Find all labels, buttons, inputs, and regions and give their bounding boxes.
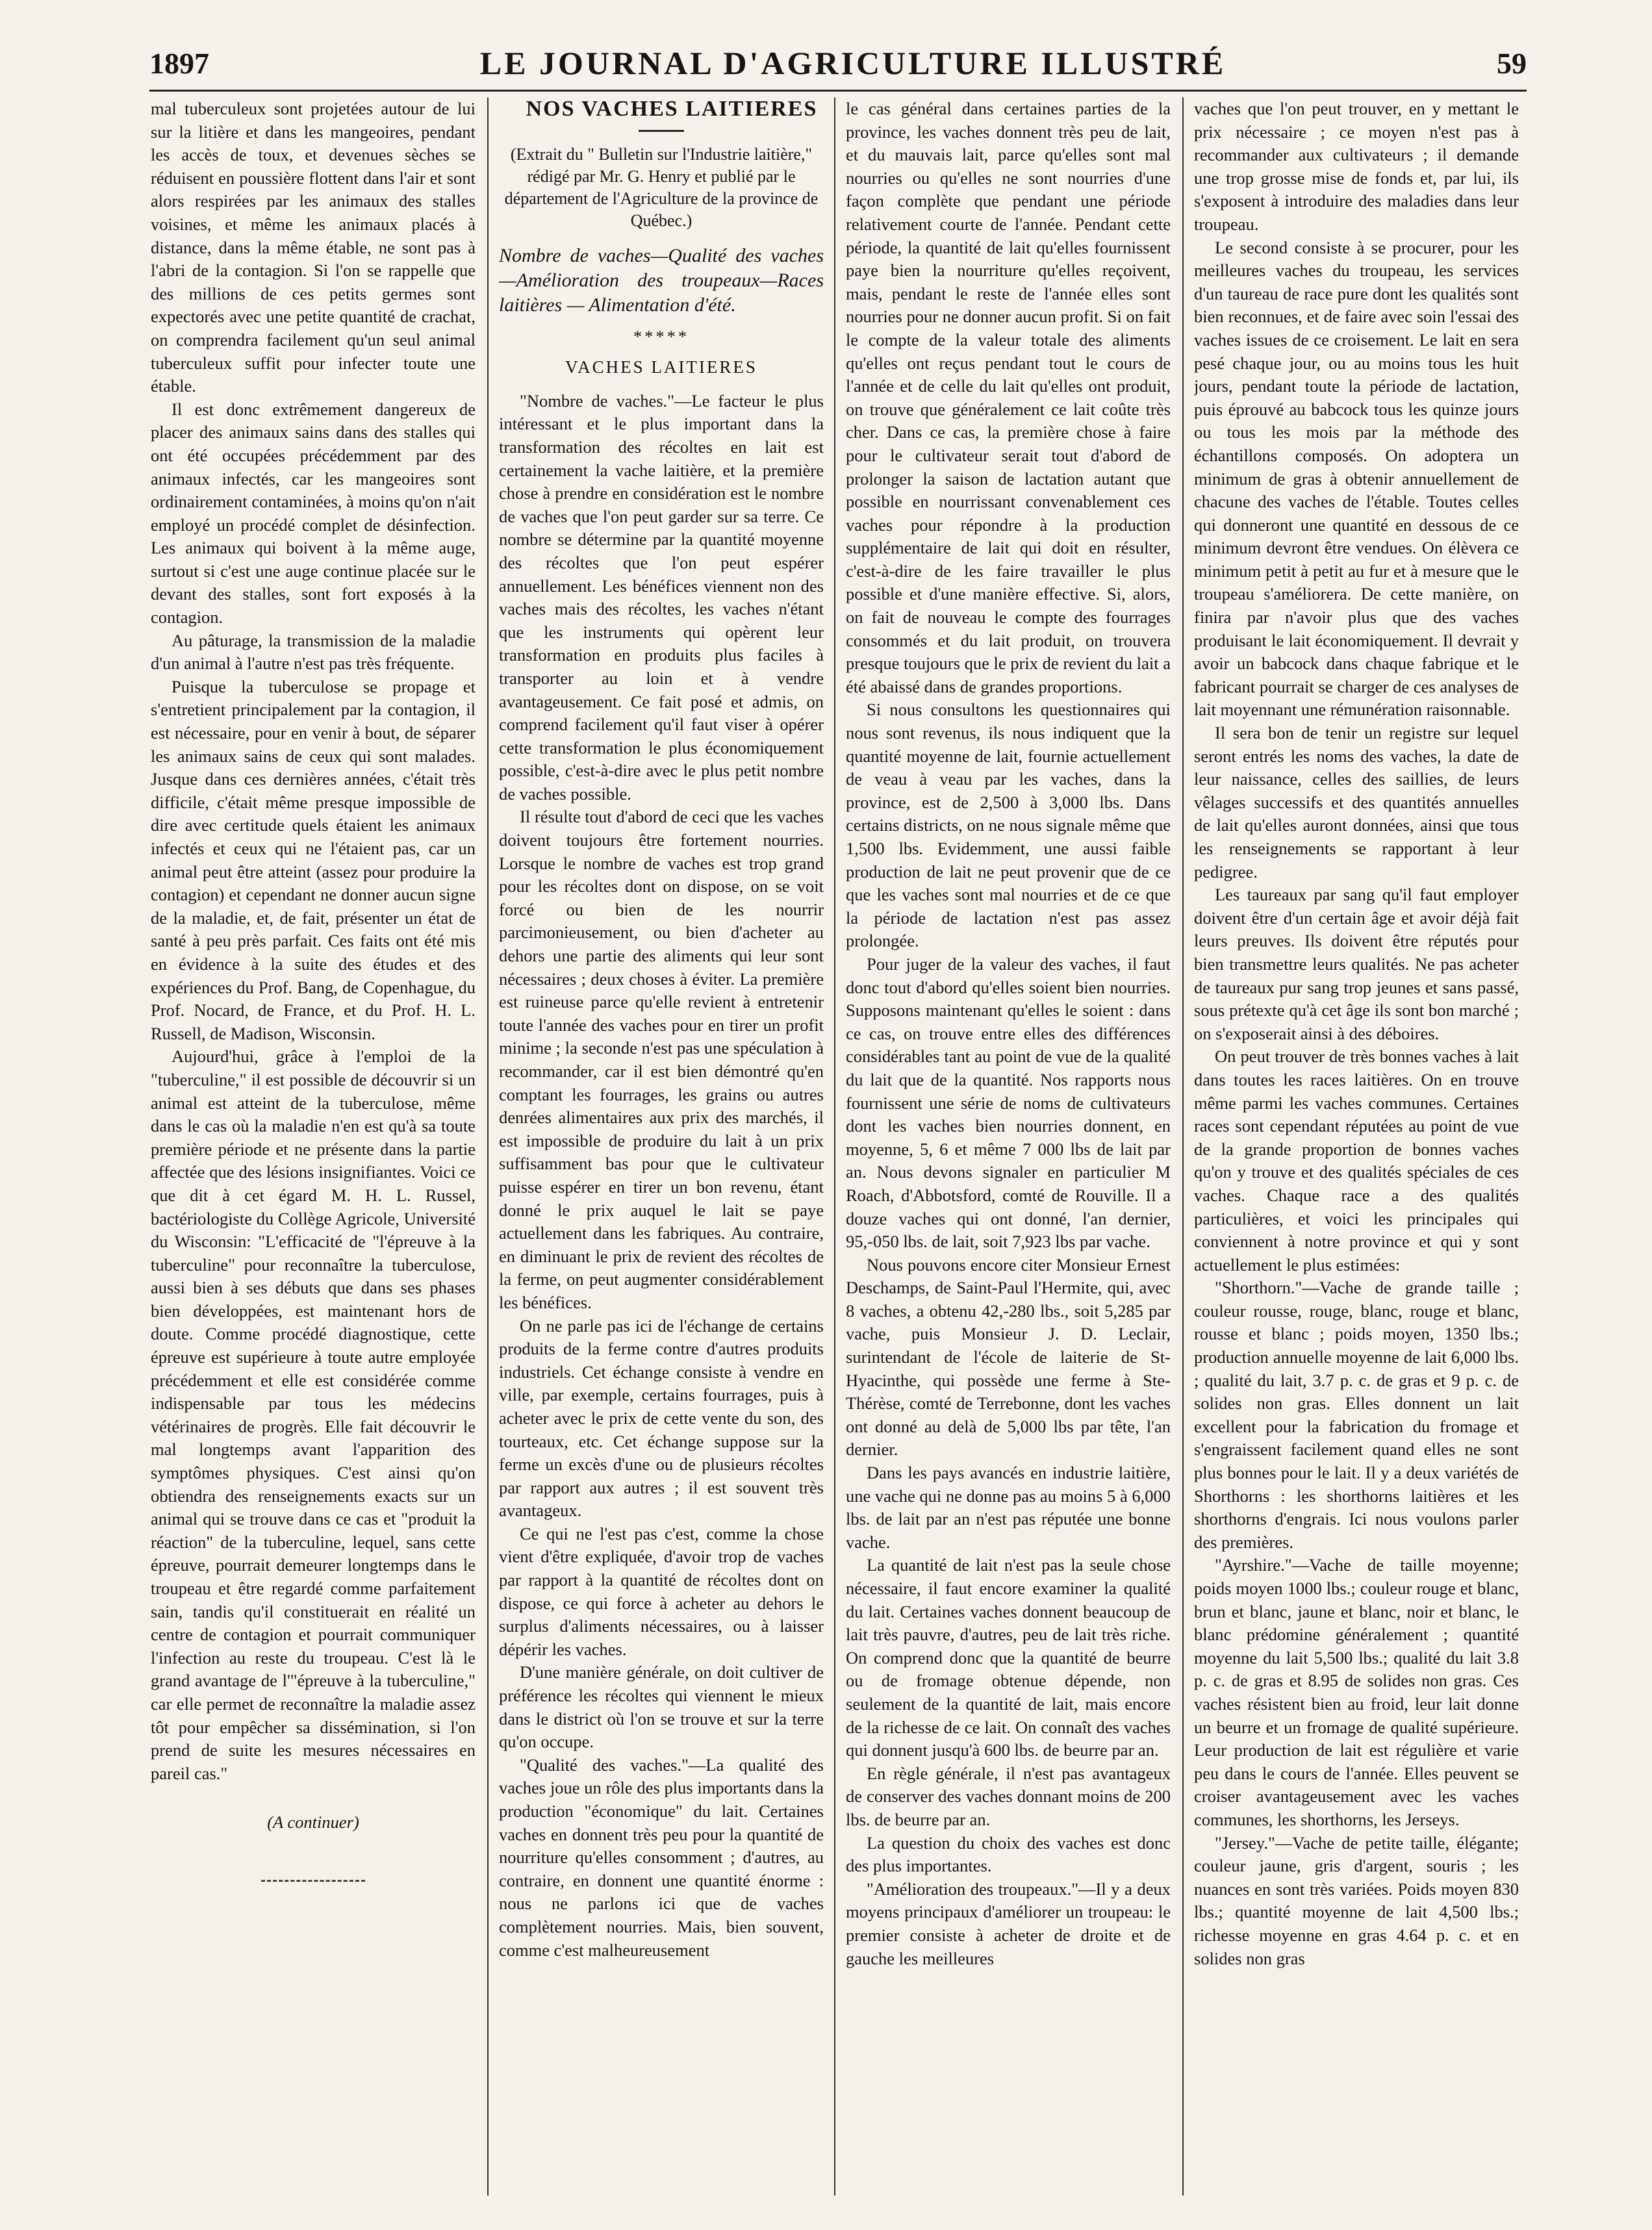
paragraph: mal tuberculeux sont projetées autour de lui sur la litière et dans les mangeoires, pendant les accès de toux, et devenues sèches se réduisent en poussière flottent dans l'air et sont alors respirées par les animaux des stalles voisines, et même les animaux placés à distance, dans la même étable, ne sont pas à l'abri de la contagion. Si l'on se rappelle que des millions de ces petits germes sont expectorés avec une petite quantité de crachat, on comprendra facilement qu'un seul animal tuberculeux suffit pour infecter toute une étable. bbox=[151, 99, 476, 396]
separator-stars: ***** bbox=[633, 326, 690, 346]
column-divider bbox=[487, 97, 489, 2196]
paragraph: Dans les pays avancés en industrie laitière, une vache qui ne donne pas au moins 5 à 6,000 lbs. de lait par an n'est pas réputée une bonne vache. bbox=[846, 1463, 1171, 1552]
paragraph: La quantité de lait n'est pas la seule chose nécessaire, il faut encore examiner la qualité du lait. Certaines vaches donnent beaucoup de lait très pauvre, d'autres, peu de lait très riche. On comprend donc que la quantité de beurre ou de fromage obtenue dépende, non seulement de la quantité de lait, mais encore de la richesse de ce lait. On connaît des vaches qui donnent jusqu'à 600 lbs. de beurre par an. bbox=[846, 1555, 1171, 1760]
paragraph: "Amélioration des troupeaux."—Il y a deux moyens principaux d'améliorer un troupeau: le premier consiste à acheter de droite et de gauche les meilleures bbox=[846, 1879, 1171, 1968]
paragraph: le cas général dans certaines parties de la province, les vaches donnent très peu de lait, et du mauvais lait, parce qu'elles sont mal nourries ou qu'elles ne sont nourries d'une façon complète que pendant une période relativement courte de l'année. Pendant cette période, la quantité de lait qu'elles fournissent paye bien la nourriture qu'elles reçoivent, mais, pendant le reste de l'année elles sont nourries pour ne donner aucun profit. Si on fait le compte de la valeur totale des aliments qu'elles ont reçus pendant tout le cours de l'année et de celle du lait qu'elles ont produit, on trouve que généralement ce lait coûte très cher. Dans ce cas, la première chose à faire pour le cultivateur serait tout d'abord de prolonger la saison de lactation autant que possible en nourrissant convenablement ces vaches pour répondre à la production supplémentaire de lait qui doit en résulter, c'est-à-dire de les faire travailler le plus possible et d'une manière effective. Si, alors, on fait de nouveau le compte des fourrages consommés et du lait produit, on trouvera presque toujours que le prix de revient du lait a été abaissé dans de grandes proportions. bbox=[846, 99, 1171, 696]
paragraph: Les taureaux par sang qu'il faut employer doivent être d'un certain âge et avoir déjà fait leurs preuves. Ils doivent être réputés pour bien transmettre leurs qualités. Ne pas acheter de taureaux pur sang trop jeunes et sans passé, sous prétexte qu'à cet âge ils sont bon marché ; on s'exposerait ainsi à des déboires. bbox=[1194, 885, 1519, 1043]
paragraph: Puisque la tuberculose se propage et s'entretient principalement par la contagion, il est nécessaire, pour en venir à bout, de séparer les animaux sains de ceux qui sont malades. Jusque dans ces dernières années, c'était très difficile, c'était même presque impossible de dire avec certitude quels étaient les animaux infectés et ceux qui ne l'étaient pas, car un animal peut être atteint (assez pour produire la contagion) et cependant ne donner aucun signe de la maladie, et, de fait, présenter un état de santé à peu près parfait. Ces faits ont été mis en évidence à la suite des études et des expériences du Prof. Bang, de Copenhague, du Prof. Nocard, de France, et du Prof. H. L. Russell, de Madison, Wisconsin. bbox=[151, 676, 476, 1043]
paragraph: "Qualité des vaches."—La qualité des vaches joue un rôle des plus importants dans la production "économique" du lait. Certaines vaches en donnent très peu pour la quantité de nourriture qu'elles consomment ; d'autres, au contraire, en donnent une quantité énorme : nous ne parlons ici que de vaches complètement nourries. Mais, bien souvent, comme c'est malheureusement bbox=[499, 1755, 824, 1960]
column-4 bbox=[1194, 97, 1519, 2189]
paragraph: La question du choix des vaches est donc des plus importantes. bbox=[846, 1832, 1171, 1876]
article-summary: Nombre de vaches—Qualité des vaches—Amélioration des troupeaux—Races laitières — Alimentation d'été. bbox=[499, 244, 824, 316]
column-1 bbox=[151, 97, 476, 2189]
paragraph: "Nombre de vaches."—Le facteur le plus intéressant et le plus important dans la transformation des récoltes en lait est certainement la vache laitière, et la première chose à prendre en considération est le nombre de vaches que l'on peut garder sur sa terre. Ce nombre se détermine par la quantité moyenne des récoltes que l'on peut espérer annuellement. Les bénéfices viennent non des vaches mais des récoltes, les vaches n'étant que les instruments qui opèrent leur transformation en produits plus faciles à transporter au loin et à vendre avantageusement. Ce fait posé et admis, on comprend facilement qu'il faut viser à opérer cette transformation le plus économiquement possible, c'est-à-dire avec le plus petit nombre de vaches possible. bbox=[499, 390, 824, 804]
header-rule bbox=[149, 90, 1527, 92]
paragraph: D'une manière générale, on doit cultiver de préférence les récoltes qui viennent le mieux dans le district où l'on se trouve et sur la terre qu'on occupe. bbox=[499, 1662, 824, 1752]
continue-note: (A continuer) bbox=[267, 1812, 359, 1832]
page-number: 59 bbox=[1497, 46, 1527, 80]
paragraph: Ce qui ne l'est pas c'est, comme la chose vient d'être expliquée, d'avoir trop de vaches par rapport à la quantité de récoltes dont on dispose, ce qui force à acheter au dehors le surplus d'aliments nécessaires, ou à laisser dépérir les vaches. bbox=[499, 1523, 824, 1659]
paragraph: Il résulte tout d'abord de ceci que les vaches doivent toujours être fortement nourries. Lorsque le nombre de vaches est trop grand pour les récoltes dont on dispose, on se voit forcé ou bien de les nourrir parcimonieusement, ou bien d'acheter au dehors une partie des aliments qui leur sont nécessaires ; deux choses à éviter. La première est ruineuse parce qu'elle revient à entretenir toute l'année des vaches pour en tirer un profit minime ; la seconde n'est pas une spéculation à recommander, car il est bien démontré qu'en comptant les fourrages, les grains ou autres denrées alimentaires aux prix des marchés, il est impossible de produire du lait à un prix suffisamment bas pour que le cultivateur puisse espérer en tirer un bon revenu, étant donné le prix auquel le lait se paye actuellement dans les fabriques. Au contraire, en diminuant le prix de revient des récoltes de la ferme, on peut augmenter considérablement les bénéfices. bbox=[499, 807, 824, 1312]
title-rule bbox=[639, 130, 684, 132]
column-divider bbox=[834, 97, 835, 2196]
page-header bbox=[149, 40, 1527, 86]
paragraph: Nous pouvons encore citer Monsieur Ernest Deschamps, de Saint-Paul l'Hermite, qui, avec 8 vaches, a obtenu 42,-280 lbs., soit 5,285 par vache, puis Monsieur J. D. Leclair, surintendant de l'école de laiterie de St-Hyacinthe, qui possède une ferme à Ste-Thérèse, comté de Terrebonne, dont les vaches ont donné au delà de 5,000 lbs par tête, l'an dernier. bbox=[846, 1254, 1171, 1460]
paragraph: Aujourd'hui, grâce à l'emploi de la "tuberculine," il est possible de découvrir si un animal est atteint de la tuberculose, même dans le cas où la maladie n'en est qu'à sa toute première période et ne présente dans la partie affectée que des lésions insignifiantes. Voici ce que dit à cet égard M. H. L. Russel, bactériologiste du Collège Agricole, Université du Wisconsin: "L'efficacité de "l'épreuve à la tuberculine" pour reconnaître la tuberculose, aussi bien à ses débuts que dans ses phases bien développées, est maintenant hors de doute. Comme procédé diagnostique, cette épreuve est supérieure à toute autre employée précédemment et elle est considérée comme indispensable par tous les médecins vétérinaires de progrès. Elle fait découvrir le mal longtemps avant l'apparition des symptômes physiques. C'est ainsi qu'on obtiendra des renseignements exacts sur un animal qui se trouve dans ce cas et "produit la réaction" de la tuberculine, lequel, sans cette épreuve, pourrait demeurer longtemps dans le troupeau et être regardé comme parfaitement sain, tandis qu'il constituerait en réalité un centre de contagion et pourrait communiquer l'infection au reste du troupeau. C'est là le grand avantage de l'"épreuve à la tuberculine," car elle permet de reconnaître la maladie assez tôt pour empêcher sa dissémination, si l'on prend de suite les mesures nécessaires en pareil cas." bbox=[151, 1046, 476, 1783]
paragraph: "Jersey."—Vache de petite taille, élégante; couleur jaune, gris d'argent, souris ; les nuances en sont très variées. Poids moyen 830 lbs.; quantité moyenne de lait 4,500 lbs.; richesse moyenne en gras 4.64 p. c. et en solides non gras bbox=[1194, 1832, 1519, 1968]
header-title: LE JOURNAL D'AGRICULTURE ILLUSTRÉ bbox=[479, 45, 1226, 81]
paragraph: Au pâturage, la transmission de la maladie d'un animal à l'autre n'est pas très fréquente. bbox=[151, 630, 476, 674]
paragraph: Pour juger de la valeur des vaches, il faut donc tout d'abord qu'elles soient bien nourries. Supposons maintenant qu'elles le soient : dans ce cas, on trouve entre elles des différences considérables tant au point de vue de la qualité du lait que de la quantité. Nos rapports nous fournissent une série de noms de cultivateurs dont les vaches bien nourries donnent, en moyenne, 5, 6 et même 7 000 lbs de lait par an. Nous devons signaler en particulier M Roach, d'Abbotsford, comté de Rouville. Il a douze vaches qui ont donné, l'an dernier, 95,-050 lbs. de lait, soit 7,923 lbs par vache. bbox=[846, 954, 1171, 1252]
paragraph: "Shorthorn."—Vache de grande taille ; couleur rousse, rouge, blanc, rouge et blanc, rousse et blanc ; poids moyen, 1350 lbs.; production annuelle moyenne de lait 6,000 lbs. ; qualité du lait, 3.7 p. c. de gras et 9 p. c. de solides non gras. Elles donnent un lait excellent pour la fabrication du fromage et s'engraissent facilement quand elles ne sont plus bonnes pour le lait. Il y a deux variétés de Shorthorns : les shorthorns laitières et les shorthorns d'engrais. Ici nous voulons parler des premières. bbox=[1194, 1278, 1519, 1552]
paragraph: Il est donc extrêmement dangereux de placer des animaux sains dans des stalles qui ont été occupées précédemment par des animaux infectés, car les mangeoires sont ordinairement contaminées, à moins qu'on n'ait employé un procédé complet de désinfection. Les animaux qui boivent à la même auge, surtout si c'est une auge continue placée sur le devant des stalles, sont fort exposés à la contagion. bbox=[151, 399, 476, 627]
header-year: 1897 bbox=[149, 46, 209, 80]
paragraph: Si nous consultons les questionnaires qui nous sont revenus, ils nous indiquent que la quantité moyenne de lait, fournie actuellement de veau à veau par les vaches, dans la province, est de 2,500 à 3,000 lbs. Dans certains districts, on ne nous signale même que 1,500 lbs. Evidemment, une aussi faible production de lait ne peut provenir que de ce que les vaches sont mal nourries et de ce que la période de lactation n'est pas assez prolongée. bbox=[846, 700, 1171, 951]
column-3 bbox=[846, 97, 1171, 2189]
paragraph: Le second consiste à se procurer, pour les meilleures vaches du troupeau, les services d'un taureau de race pure dont les qualités sont bien reconnues, et de faire avec soin l'essai des vaches issues de ce croisement. Le lait en sera pesé chaque jour, ou au moins tous les huit jours, pendant toute la période de lactation, puis éprouvé au babcock tous les quinze jours ou tous les mois par la méthode des échantillons composés. On adoptera un minimum de gras à obtenir annuellement de chacune des vaches de l'étable. Toutes celles qui donneront une quantité en dessous de ce minimum devront être vendues. On élèvera ce minimum petit à petit au fur et à mesure que le troupeau s'améliorera. De cette manière, on finira par n'avoir plus que des vaches produisant le lait économiquement. Il devrait y avoir un babcock dans chaque fabrique et le fabricant pourrait se charger de ces analyses de lait moyennant une rémunération raisonnable. bbox=[1194, 237, 1519, 720]
paragraph: On peut trouver de très bonnes vaches à lait dans toutes les races laitières. On en trouve même parmi les vaches communes. Certaines races sont cependant réputées au point de vue de la grande proportion de bonnes vaches qu'on y trouve et des qualités spéciales de ces vaches. Chaque race a des qualités particulières, et voici les principales qui conviennent à notre province et qui y sont actuellement le plus estimées: bbox=[1194, 1046, 1519, 1274]
paragraph: vaches que l'on peut trouver, en y mettant le prix nécessaire ; ce moyen n'est pas à recommander aux cultivateurs ; il demande une trop grosse mise de fonds et, par lui, ils s'exposent à introduire des maladies dans leur troupeau. bbox=[1194, 99, 1519, 234]
end-ornament bbox=[261, 1880, 365, 1882]
column-2 bbox=[499, 97, 824, 2189]
section-subhead: VACHES LAITIERES bbox=[565, 357, 757, 377]
paragraph: "Ayrshire."—Vache de taille moyenne; poids moyen 1000 lbs.; couleur rouge et blanc, brun et blanc, jaune et blanc, noir et blanc, le blanc prédomine généralement ; quantité moyenne du lait 5,500 lbs.; qualité du lait 3.8 p. c. de gras et 8.95 de solides non gras. Ces vaches résistent bien au froid, leur lait donne un beurre et un fromage de qualité supérieure. Leur production de lait est régulière et varie peu dans le cours de l'année. Elles peuvent se croiser avantageusement avec les vaches communes, les shorthorns, les Jerseys. bbox=[1194, 1555, 1519, 1829]
paragraph: En règle générale, il n'est pas avantageux de conserver des vaches donnant moins de 200 lbs. de beurre par an. bbox=[846, 1763, 1171, 1829]
column-divider bbox=[1182, 97, 1184, 2196]
article-title: NOS VACHES LAITIERES bbox=[526, 97, 818, 121]
paragraph: Il sera bon de tenir un registre sur lequel seront entrés les noms des vaches, la date de leur naissance, celles des saillies, de leurs vêlages successifs et des quantités annuelles de lait qu'elles auront données, ainsi que tous les renseignements se rapportant à leur pedigree. bbox=[1194, 723, 1519, 881]
extract-note: (Extrait du " Bulletin sur l'Industrie laitière," rédigé par Mr. G. Henry et publié par le département de l'Agriculture de la province de Québec.) bbox=[504, 144, 819, 230]
paragraph: On ne parle pas ici de l'échange de certains produits de la ferme contre d'autres produits industriels. Cet échange consiste à vendre en ville, par exemple, certains fourrages, puis à acheter avec le prix de cette vente du son, des tourteaux, etc. Cet échange suppose sur la ferme un excès d'une ou de plusieurs récoltes par rapport aux autres ; il est souvent très avantageux. bbox=[499, 1315, 824, 1521]
